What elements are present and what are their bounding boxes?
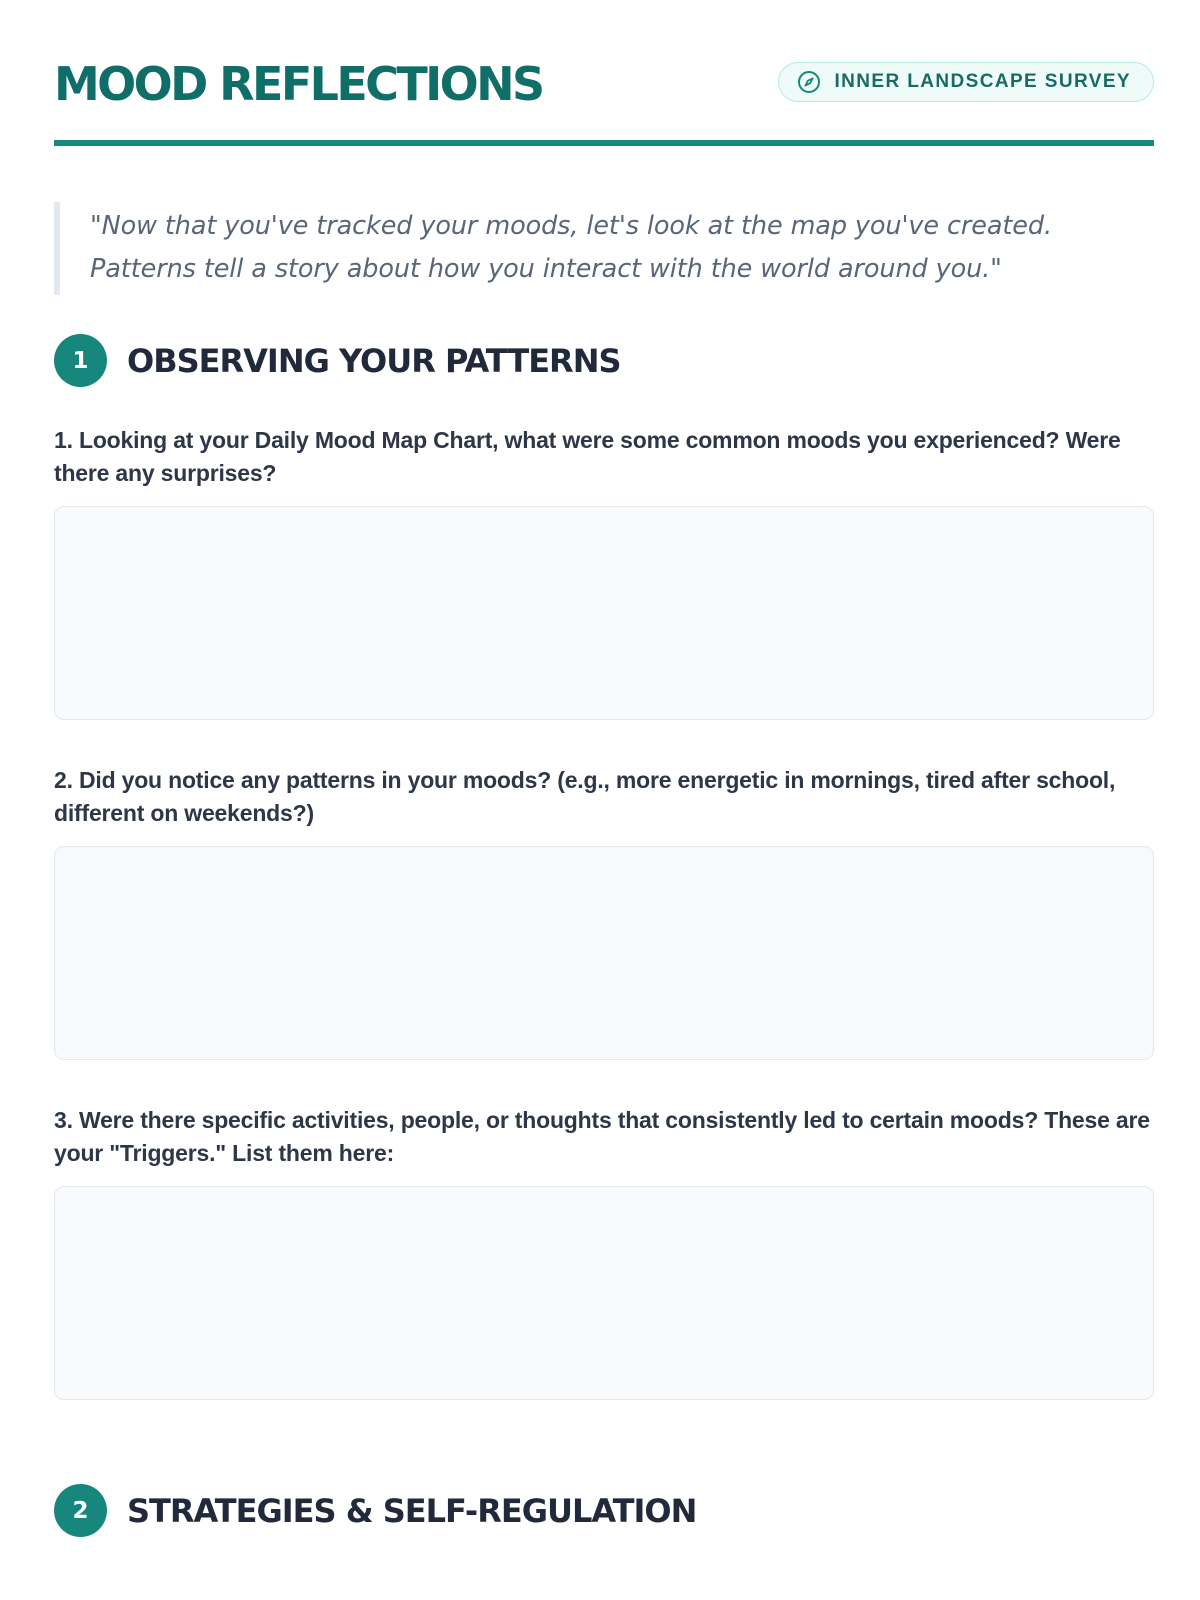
section-title: OBSERVING YOUR PATTERNS xyxy=(127,341,621,380)
section-number-badge: 2 xyxy=(54,1484,107,1537)
section-number-badge: 1 xyxy=(54,334,107,387)
answer-field-2[interactable] xyxy=(54,846,1154,1060)
question-3 xyxy=(54,1104,1154,1400)
compass-icon xyxy=(797,70,821,94)
survey-badge xyxy=(778,62,1155,102)
answer-field-3[interactable] xyxy=(54,1186,1154,1400)
answer-field-1[interactable] xyxy=(54,506,1154,720)
question-label: 3. Were there specific activities, people, or thoughts that consistently led to certain moods? These are your "Triggers." List them here: xyxy=(54,1107,1150,1166)
section-header-2 xyxy=(54,1484,696,1537)
header-divider xyxy=(54,140,1154,146)
page-title: MOOD REFLECTIONS xyxy=(54,57,543,111)
survey-badge-label: INNER LANDSCAPE SURVEY xyxy=(834,71,1131,92)
section-header-1 xyxy=(54,334,621,387)
section-title: STRATEGIES & SELF-REGULATION xyxy=(127,1491,697,1530)
intro-quote: "Now that you've tracked your moods, let's look at the map you've created. Patterns tell a story about how you interact with the world around you." xyxy=(54,202,1144,295)
worksheet-page xyxy=(54,0,1154,1530)
question-2 xyxy=(54,764,1154,1060)
question-label: 2. Did you notice any patterns in your moods? (e.g., more energetic in mornings, tired after school, different on weekends?) xyxy=(54,767,1116,826)
page-header xyxy=(54,0,1154,146)
question-1 xyxy=(54,424,1154,720)
question-label: 1. Looking at your Daily Mood Map Chart, what were some common moods you experienced? Were there any surprises? xyxy=(54,427,1121,486)
